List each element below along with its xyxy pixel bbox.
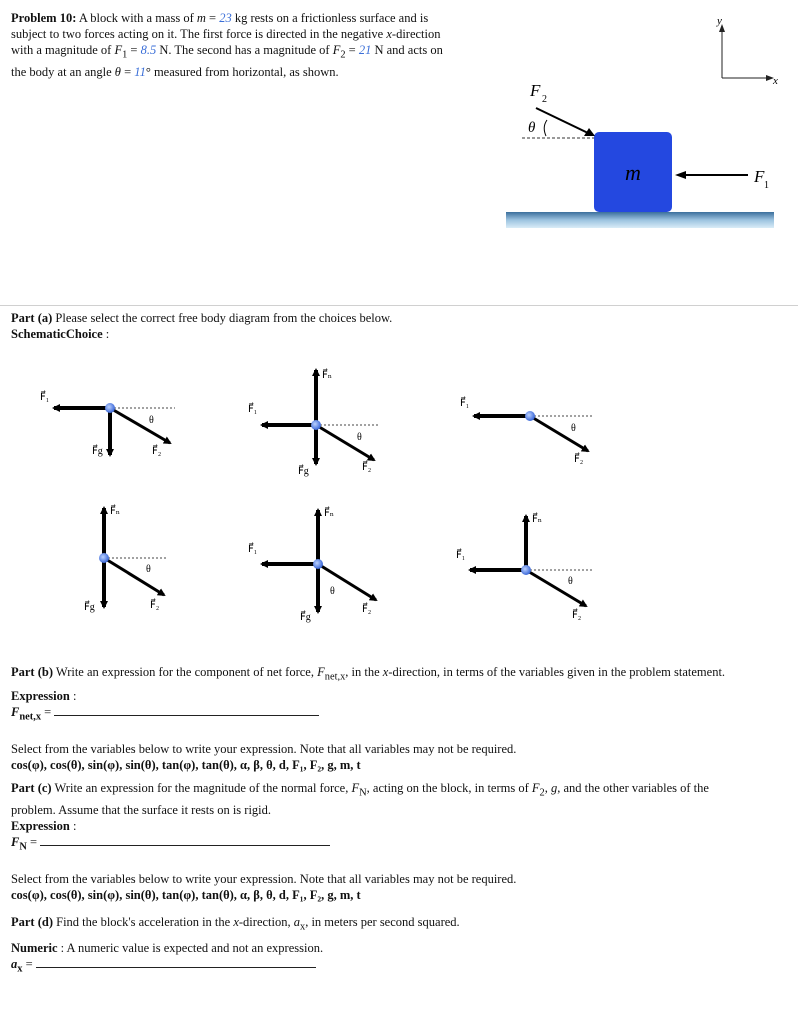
- var-x: x: [233, 915, 239, 929]
- part-c-answer-input[interactable]: [40, 834, 330, 846]
- part-b-text: Write an expression for the component of net force,: [53, 665, 318, 679]
- problem-text: kg rests on a frictionless surface and is: [231, 11, 429, 25]
- answer-label: a: [11, 956, 18, 971]
- problem-text: subject to two forces acting on it. The first force is directed in the negative: [11, 27, 387, 41]
- part-c-text: , and the other variables of the: [557, 781, 709, 795]
- fbd-F2-label: F⃗₂: [572, 610, 582, 621]
- part-a: [11, 310, 392, 342]
- fbd-option-5[interactable]: [248, 506, 376, 623]
- surface: [506, 212, 774, 228]
- fbd-FN-label: F⃗ₙ: [322, 370, 333, 381]
- eq: =: [127, 43, 141, 57]
- part-c-type: Expression: [11, 818, 70, 833]
- part-a-text: Please select the correct free body diagram from the choices below.: [52, 311, 393, 325]
- axes-icon: [716, 15, 778, 87]
- problem-text: A block with a mass of: [78, 11, 197, 25]
- problem-statement: [11, 10, 491, 80]
- fbd-Fg-label: F⃗g: [92, 446, 103, 457]
- part-a-type: SchematicChoice: [11, 327, 103, 341]
- type-sep: :: [69, 818, 77, 833]
- fbd-option-3[interactable]: [460, 396, 594, 465]
- problem-text: the body at an angle: [11, 64, 115, 79]
- fbd-theta-label: θ: [568, 576, 573, 587]
- arrowhead-icon: [675, 171, 686, 179]
- part-d-text: , in meters per second squared.: [305, 915, 460, 929]
- comma: ,: [544, 781, 551, 795]
- part-d-label: Part (d): [11, 915, 53, 929]
- fbd-theta-label: θ: [149, 415, 154, 426]
- part-b-note: Select from the variables below to write your expression. Note that all variables may not be required.: [11, 742, 517, 756]
- part-b-text: -direction, in terms of the variables given in the problem statement.: [388, 665, 726, 679]
- problem-text: N and acts on: [371, 43, 443, 57]
- fbd-F2-label: F⃗₂: [150, 600, 160, 611]
- theta-label: θ: [528, 120, 536, 136]
- answer-eq: =: [22, 956, 36, 971]
- answer-label: F: [11, 834, 20, 849]
- var-theta: θ: [114, 64, 121, 79]
- eq: =: [120, 64, 135, 79]
- fbd-option-1[interactable]: [40, 390, 175, 457]
- problem-figure: [500, 10, 790, 240]
- part-b-type: Expression: [11, 688, 70, 703]
- eq: =: [205, 11, 220, 25]
- fbd-theta-label: θ: [357, 432, 362, 443]
- answer-sub: net,x: [19, 711, 42, 722]
- fbd-FN-label: F⃗ₙ: [532, 514, 543, 525]
- fbd-F2-label: F⃗₂: [574, 454, 584, 465]
- fbd-F1-label: F⃗₁: [40, 392, 50, 403]
- divider: [0, 305, 798, 306]
- fbd-choices: [0, 350, 798, 640]
- type-sep: : A numeric value is expected and not an expression.: [57, 940, 324, 955]
- part-b-label: Part (b): [11, 665, 53, 679]
- var-x: x: [382, 665, 389, 679]
- part-c-text-line2: problem. Assume that the surface it rests on is rigid.: [11, 802, 272, 817]
- sym-g: g: [550, 781, 558, 795]
- answer-eq: =: [26, 834, 41, 849]
- sym-a: a: [293, 915, 300, 929]
- part-d-type: Numeric: [11, 940, 58, 955]
- fbd-theta-label: θ: [571, 423, 576, 434]
- sym-F: F: [317, 665, 325, 679]
- var-m: m: [196, 11, 206, 25]
- part-b-text: , in the: [345, 665, 383, 679]
- fbd-option-6[interactable]: [456, 512, 592, 621]
- fbd-option-4[interactable]: [84, 504, 168, 613]
- fbd-Fg-label: F⃗g: [84, 602, 95, 613]
- part-d-text: -direction,: [238, 915, 294, 929]
- F1-sub: 1: [764, 180, 769, 191]
- problem-text: ° measured from horizontal, as shown.: [145, 64, 339, 79]
- var-F2: F: [332, 43, 341, 57]
- fbd-F1-label: F⃗₁: [460, 398, 470, 409]
- var-x: x: [386, 27, 392, 41]
- part-c-label: Part (c): [11, 781, 52, 795]
- sym-sub: N: [359, 787, 367, 799]
- fbd-F1-label: F⃗₁: [248, 404, 258, 415]
- fbd-theta-label: θ: [146, 564, 151, 575]
- sub: 2: [340, 49, 346, 61]
- F2-label: F: [530, 81, 541, 100]
- fbd-Fg-label: F⃗g: [298, 466, 309, 477]
- answer-sub: x: [17, 963, 23, 974]
- sym-F2: F: [531, 781, 540, 795]
- fbd-FN-label: F⃗ₙ: [324, 508, 335, 519]
- mass-value: 23: [219, 11, 232, 25]
- problem-text: -direction: [391, 27, 441, 41]
- part-b-answer-input[interactable]: [54, 704, 319, 716]
- fbd-FN-label: F⃗ₙ: [110, 506, 121, 517]
- sym-sub: 2: [539, 787, 545, 799]
- part-c-note: Select from the variables below to write your expression. Note that all variables may not be required.: [11, 872, 517, 886]
- answer-label: F: [11, 704, 20, 719]
- fbd-F1-label: F⃗₁: [248, 544, 258, 555]
- part-c-variables: cos(φ), cos(θ), sin(φ), sin(θ), tan(φ), tan(θ), α, β, θ, d, F₁, F₂, g, m, t: [11, 888, 361, 902]
- eq: =: [345, 43, 359, 57]
- sym-F: F: [351, 781, 360, 795]
- block-mass-label: m: [625, 160, 641, 185]
- F2-sub: 2: [542, 94, 547, 105]
- part-c-text: Write an expression for the magnitude of the normal force,: [51, 781, 352, 795]
- part-d-text: Find the block's acceleration in the: [53, 915, 234, 929]
- type-sep: :: [102, 327, 110, 341]
- part-d-answer-input[interactable]: [36, 956, 316, 968]
- problem-text: with a magnitude of: [11, 43, 115, 57]
- F2-value: 21: [358, 43, 372, 57]
- theta-value: 11: [134, 64, 146, 79]
- F1-value: 8.5: [140, 43, 157, 57]
- part-c: [11, 780, 791, 903]
- part-c-text: , acting on the block, in terms of: [366, 781, 532, 795]
- var-F1: F: [114, 43, 123, 57]
- part-b-variables: cos(φ), cos(θ), sin(φ), sin(θ), tan(φ), tan(θ), α, β, θ, d, F₁, F₂, g, m, t: [11, 758, 361, 772]
- answer-eq: =: [41, 704, 55, 719]
- F1-label: F: [754, 167, 765, 186]
- fbd-theta-label: θ: [330, 586, 335, 597]
- problem-text: N. The second has a magnitude of: [156, 43, 333, 57]
- fbd-F1-label: F⃗₁: [456, 550, 466, 561]
- part-b: [11, 664, 791, 773]
- fbd-Fg-label: F⃗g: [300, 612, 311, 623]
- fbd-F2-label: F⃗₂: [362, 462, 372, 473]
- axis-y-label: y: [717, 15, 722, 27]
- axis-x-label: x: [773, 75, 778, 87]
- fbd-option-2[interactable]: [248, 368, 380, 477]
- type-sep: :: [69, 688, 77, 703]
- sym-sub: net,x: [324, 671, 346, 683]
- part-d: [11, 914, 791, 977]
- fbd-F2-label: F⃗₂: [362, 604, 372, 615]
- sub: 1: [122, 49, 128, 61]
- sym-sub: x: [299, 921, 306, 933]
- fbd-F2-label: F⃗₂: [152, 446, 162, 457]
- problem-label: Problem 10:: [11, 11, 77, 25]
- answer-sub: N: [19, 841, 27, 852]
- theta-arc: [544, 120, 547, 136]
- part-a-label: Part (a): [11, 311, 53, 325]
